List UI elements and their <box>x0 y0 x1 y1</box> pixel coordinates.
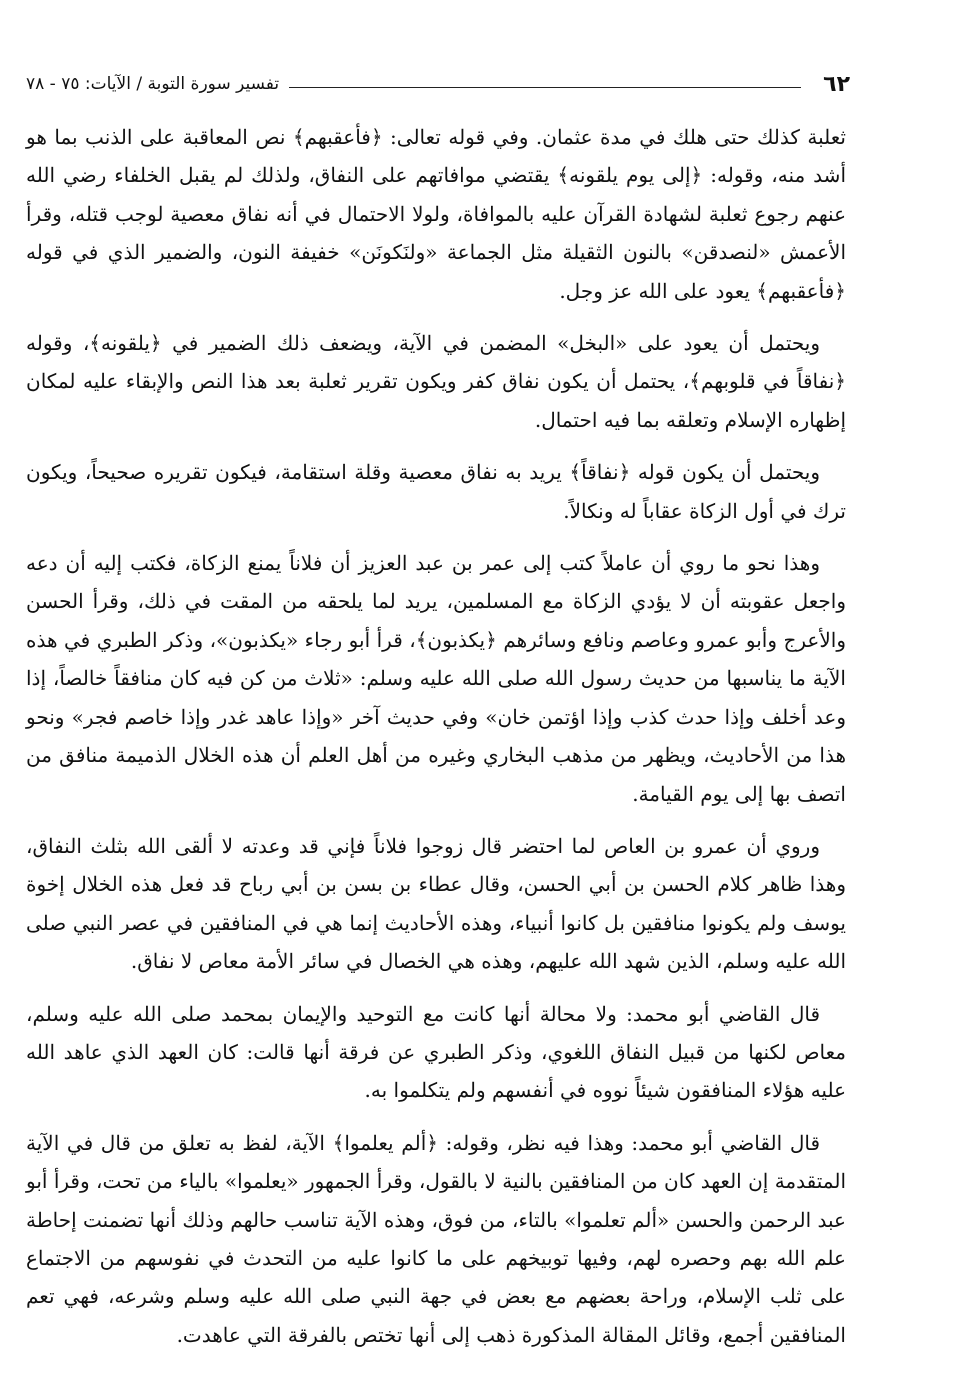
paragraph: وهذا نحو ما روي أن عاملاً كتب إلى عمر بن عبد العزيز أن فلاناً يمنع الزكاة، فكتب إليه أن دعه واجعل عقوبته أن لا يؤدي الزكاة مع المسلمين، يريد لما يلحقه من المقت في ذلك، وقرأ الحسن والأعرج وأبو عمرو وعاصم ونافع وسائرهم ﴿يكذبون﴾، قرأ أبو رجاء «يكذبون»، وذكر الطبري في هذه الآية ما يناسبها من حديث رسول الله صلى الله عليه وسلم: «ثلاث من كن فيه كان منافقاً خالصاً، إذا وعد أخلف وإذا حدث كذب وإذا اؤتمن خان» وفي حديث آخر «وإذا عاهد غدر وإذا خاصم فجر» ونحو هذا من الأحاديث، ويظهر من مذهب البخاري وغيره من أهل العلم أن هذه الخلال الذميمة منافق من اتصف بها إلى يوم القيامة. <box>26 551 846 806</box>
paragraph: ويحتمل أن يعود على «البخل» المضمن في الآية، ويضعف ذلك الضمير في ﴿يلقونه﴾، وقوله ﴿نفاقاً في قلوبهم﴾، يحتمل أن يكون نفاق كفر ويكون تقرير ثعلبة بعد هذا النص والإبقاء عليه لمكان إظهاره الإسلام وتعلقه بما فيه احتمال. <box>26 331 846 432</box>
page-number: ٦٢ <box>823 71 850 97</box>
paragraph: وروي أن عمرو بن العاص لما احتضر قال زوجوا فلاناً فإني قد وعدته لا ألقى الله بثلث النفاق، وهذا ظاهر كلام الحسن بن أبي الحسن، وقال عطاء بن بسن بن أبي رباح قد فعل هذه الخلال إخوة يوسف ولم يكونوا منافقين بل كانوا أنبياء، وهذه الأحاديث إنما هي في المنافقين في عصر النبي صلى الله عليه وسلم، الذين شهد الله عليهم، وهذه هي الخصال في سائر الأمة معاص لا نفاق. <box>26 833 846 974</box>
running-title: تفسير سورة التوبة / الآيات: ٧٥ - ٧٨ <box>26 74 280 94</box>
paragraph: قال القاضي أبو محمد: ولا محالة أنها كانت مع التوحيد والإيمان بمحمد صلى الله عليه وسلم، معاص لكنها من قبيل النفاق اللغوي، وذكر الطبري عن فرقة أنها قالت: كان العهد الذي عاهد الله عليه هؤلاء المنافقون شيئاً نووه في أنفسهم ولم يتكلموا به. <box>26 1001 846 1103</box>
header-rule <box>289 87 801 88</box>
page-header <box>26 64 850 104</box>
paragraph: ثعلبة كذلك حتى هلك في مدة عثمان. وفي قوله تعالى: ﴿فأعقبهم﴾ نص المعاقبة على الذنب بما هو أشد منه، وقوله: ﴿إلى يوم يلقونه﴾ يقتضي موافاتهم على النفاق، ولذلك لم يقبل الخلفاء رضي الله عنهم رجوع ثعلبة لشهادة القرآن عليه بالموافاة، ولولا الاحتمال في أنه نفاق معصية لوجب قتله، وقرأ الأعمش «لنصدقن» بالنون الثقيلة مثل الجماعة «ولنَكونَن» خفيفة النون، والضمير الذي في قوله ﴿فأعقبهم﴾ يعود على الله عز وجل. <box>26 125 846 303</box>
paragraph: قال القاضي أبو محمد: وهذا فيه نظر، وقوله: ﴿ألم يعلموا﴾ الآية، لفظ به تعلق من قال في الآية المتقدمة إن العهد كان من المنافقين بالنية لا بالقول، وقرأ الجمهور «يعلموا» بالياء من تحت، وقرأ أبو عبد الرحمن والحسن «ألم تعلموا» بالتاء، من فوق، وهذه الآية تناسب حالهم وذلك أنها تضمنت إحاطة علم الله بهم وحصره لهم، وفيها توبيخهم على ما كانوا عليه من التحدث في نفوسهم من الاجتماع على ثلب الإسلام، وراحة بعضهم مع بعض في جهة النبي صلى الله عليه وسلم وشرعه، فهي تعم المنافقين أجمع، وقائل المقالة المذكورة ذهب إلى أنها تختص بالفرقة التي عاهدت. <box>26 1130 846 1347</box>
paragraph: ويحتمل أن يكون قوله ﴿نفاقاً﴾ يريد به نفاق معصية وقلة استقامة، فيكون تقريره صحيحاً، ويكون ترك في أول الزكاة عقاباً له ونكالاً. <box>26 460 846 523</box>
body-text <box>26 118 846 1368</box>
